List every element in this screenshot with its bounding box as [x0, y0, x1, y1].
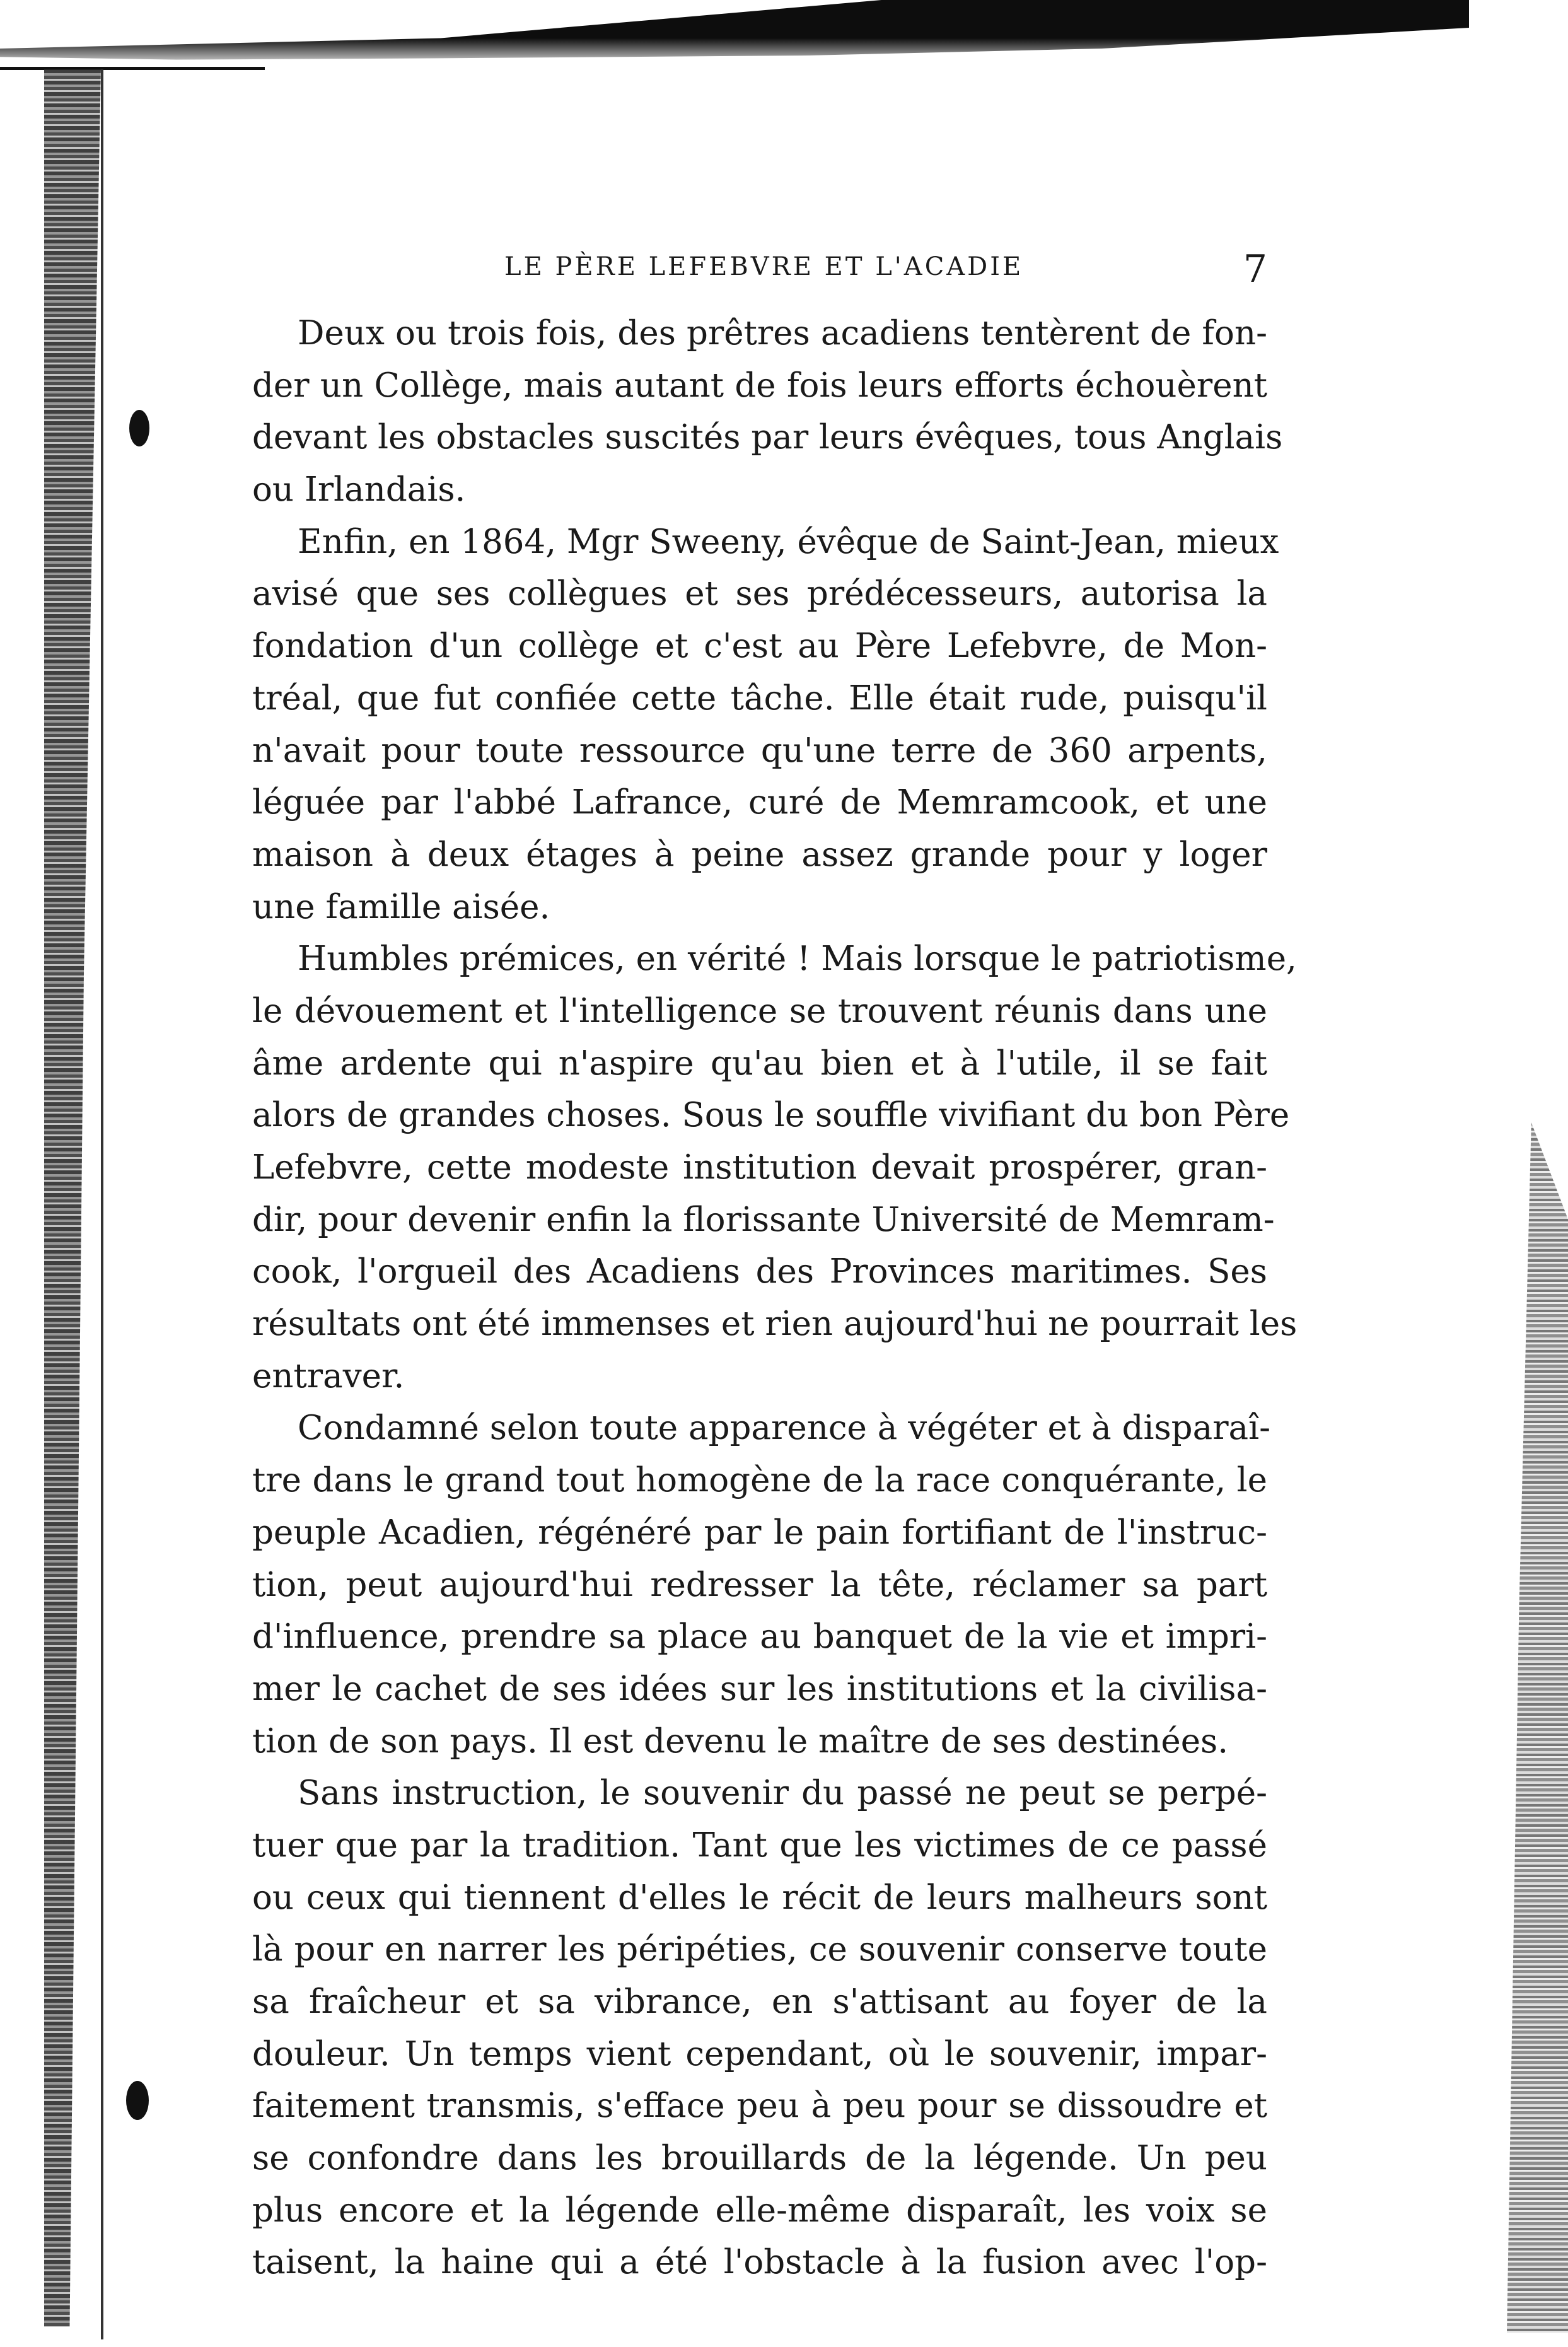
text-line: devant les obstacles suscités par leurs évêques, tous Anglais	[252, 418, 1283, 457]
scan-top-line	[0, 67, 265, 70]
text-line: se confondre dans les brouillards de la légende. Un peu	[252, 2139, 1267, 2178]
text-line: maison à deux étages à peine assez grande pour y loger	[252, 835, 1267, 874]
text-line: faitement transmis, s'efface peu à peu pour se dissoudre et	[252, 2087, 1267, 2126]
text-line: tréal, que fut confiée cette tâche. Elle était rude, puisqu'il	[252, 678, 1267, 718]
scan-right-page-edge	[1507, 1122, 1568, 2333]
text-line: cook, l'orgueil des Acadiens des Provinces maritimes. Ses	[252, 1252, 1267, 1291]
text-line: là pour en narrer les péripéties, ce souvenir conserve toute	[252, 1930, 1267, 1969]
page-number: 7	[1243, 247, 1267, 291]
text-line: ou Irlandais.	[252, 470, 466, 510]
text-line: dir, pour devenir enfin la florissante Université de Memram-	[252, 1200, 1275, 1239]
text-line: Lefebvre, cette modeste institution devait prospérer, gran-	[252, 1148, 1267, 1187]
text-line: Enfin, en 1864, Mgr Sweeny, évêque de Saint-Jean, mieux	[298, 522, 1279, 561]
text-line: avisé que ses collègues et ses prédécesseurs, autorisa la	[252, 574, 1267, 614]
text-line: plus encore et la légende elle-même disparaît, les voix se	[252, 2191, 1267, 2230]
text-line: peuple Acadien, régénéré par le pain fortifiant de l'instruc-	[252, 1513, 1267, 1552]
ink-blot	[126, 2081, 149, 2120]
text-line: mer le cachet de ses idées sur les institutions et la civilisa-	[252, 1669, 1267, 1708]
text-line: tre dans le grand tout homogène de la race conquérante, le	[252, 1461, 1267, 1500]
body-text	[252, 308, 1298, 2289]
text-line: tion, peut aujourd'hui redresser la tête, réclamer sa part	[252, 1565, 1267, 1604]
scan-top-edge	[0, 0, 1469, 69]
text-line: douleur. Un temps vient cependant, où le souvenir, impar-	[252, 2034, 1267, 2073]
text-line: sa fraîcheur et sa vibrance, en s'attisant au foyer de la	[252, 1983, 1267, 2021]
text-line: âme ardente qui n'aspire qu'au bien et à l'utile, il se fait	[252, 1044, 1267, 1083]
running-head	[252, 247, 1267, 298]
ink-blot	[129, 410, 149, 446]
text-line: taisent, la haine qui a été l'obstacle à la fusion avec l'op-	[252, 2243, 1267, 2282]
text-line: n'avait pour toute ressource qu'une terre de 360 arpents,	[252, 731, 1267, 770]
scan-left-rule	[101, 69, 103, 2339]
text-line: ou ceux qui tiennent d'elles le récit de leurs malheurs sont	[252, 1878, 1267, 1917]
text-line: alors de grandes choses. Sous le souffle vivifiant du bon Père	[252, 1096, 1290, 1135]
text-line: Deux ou trois fois, des prêtres acadiens tentèrent de fon-	[298, 314, 1267, 352]
text-line: der un Collège, mais autant de fois leurs efforts échouèrent	[252, 366, 1267, 405]
running-title: LE PÈRE LEFEBVRE ET L'ACADIE	[504, 252, 1024, 281]
text-line: Humbles prémices, en vérité ! Mais lorsque le patriotisme,	[298, 940, 1297, 979]
text-line: Condamné selon toute apparence à végéter et à disparaî-	[298, 1409, 1271, 1448]
text-line: léguée par l'abbé Lafrance, curé de Memramcook, et une	[252, 783, 1267, 822]
text-line: résultats ont été immenses et rien aujourd'hui ne pourrait les	[252, 1305, 1298, 1344]
text-line: fondation d'un collège et c'est au Père Lefebvre, de Mon-	[252, 627, 1267, 666]
scan-left-binding-edge	[44, 69, 101, 2327]
text-line: entraver.	[252, 1356, 405, 1395]
text-line: Sans instruction, le souvenir du passé ne peut se perpé-	[298, 1774, 1267, 1813]
text-line: le dévouement et l'intelligence se trouvent réunis dans une	[252, 991, 1267, 1030]
text-line: d'influence, prendre sa place au banquet de la vie et impri-	[252, 1617, 1267, 1657]
text-line: une famille aisée.	[252, 887, 550, 926]
text-line: tion de son pays. Il est devenu le maître de ses destinées.	[252, 1721, 1229, 1761]
text-line: tuer que par la tradition. Tant que les victimes de ce passé	[252, 1826, 1267, 1865]
